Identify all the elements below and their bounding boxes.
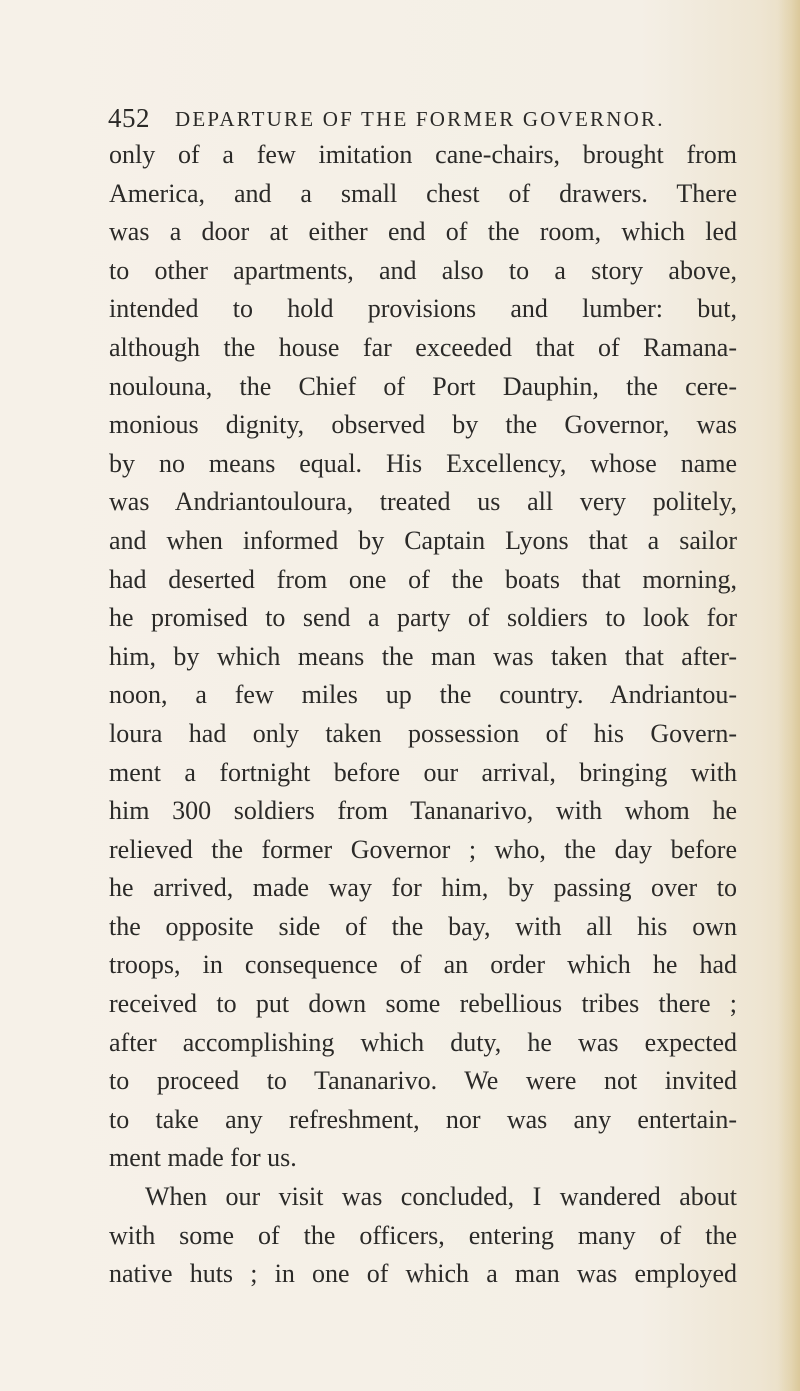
text-line: was a door at either end of the room, which led xyxy=(109,217,737,247)
text-line: only of a few imitation cane-chairs, brought from xyxy=(109,140,737,169)
text-line: relieved the former Governor ; who, the day before xyxy=(109,834,737,864)
text-line: ment a fortnight before our arrival, bringing with xyxy=(109,757,737,787)
text-line: noon, a few miles up the country. Andriantou- xyxy=(109,680,737,710)
text-line: the opposite side of the bay, with all his own xyxy=(109,911,737,941)
text-line: native huts ; in one of which a man was employed xyxy=(109,1259,737,1289)
text-line: America, and a small chest of drawers. There xyxy=(109,178,737,208)
text-line: troops, in consequence of an order which he had xyxy=(109,950,737,980)
text-line: he arrived, made way for him, by passing over to xyxy=(109,873,737,903)
text-line: When our visit was concluded, I wandered about xyxy=(145,1182,737,1212)
text-line: to take any refreshment, nor was any entertain- xyxy=(109,1104,737,1134)
text-line: had deserted from one of the boats that morning, xyxy=(109,564,737,594)
body-text xyxy=(109,136,737,1294)
text-line: intended to hold provisions and lumber: but, xyxy=(109,294,737,324)
text-line: ment made for us. xyxy=(109,1143,297,1173)
text-line: although the house far exceeded that of Ramana- xyxy=(109,332,737,362)
text-line: to proceed to Tananarivo. We were not invited xyxy=(109,1066,737,1096)
text-line: him 300 soldiers from Tananarivo, with whom he xyxy=(109,796,737,826)
text-line: and when informed by Captain Lyons that a sailor xyxy=(109,525,737,555)
text-line: was Andriantouloura, treated us all very politely, xyxy=(109,487,737,517)
text-line: by no means equal. His Excellency, whose name xyxy=(109,448,737,478)
text-line: received to put down some rebellious tribes there ; xyxy=(109,989,737,1019)
text-line: with some of the officers, entering many of the xyxy=(109,1220,737,1250)
text-line: he promised to send a party of soldiers to look for xyxy=(109,603,737,633)
running-head: DEPARTURE OF THE FORMER GOVERNOR. xyxy=(175,107,665,131)
page-edge-shadow xyxy=(778,0,800,1391)
text-line: loura had only taken possession of his Govern- xyxy=(109,718,737,748)
text-line: to other apartments, and also to a story above, xyxy=(109,255,737,285)
text-line: monious dignity, observed by the Governor, was xyxy=(109,410,737,440)
text-line: noulouna, the Chief of Port Dauphin, the cere- xyxy=(109,371,737,401)
text-line: after accomplishing which duty, he was expected xyxy=(109,1027,737,1057)
page-number: 452 xyxy=(108,103,150,133)
text-line: him, by which means the man was taken that after- xyxy=(109,641,737,671)
